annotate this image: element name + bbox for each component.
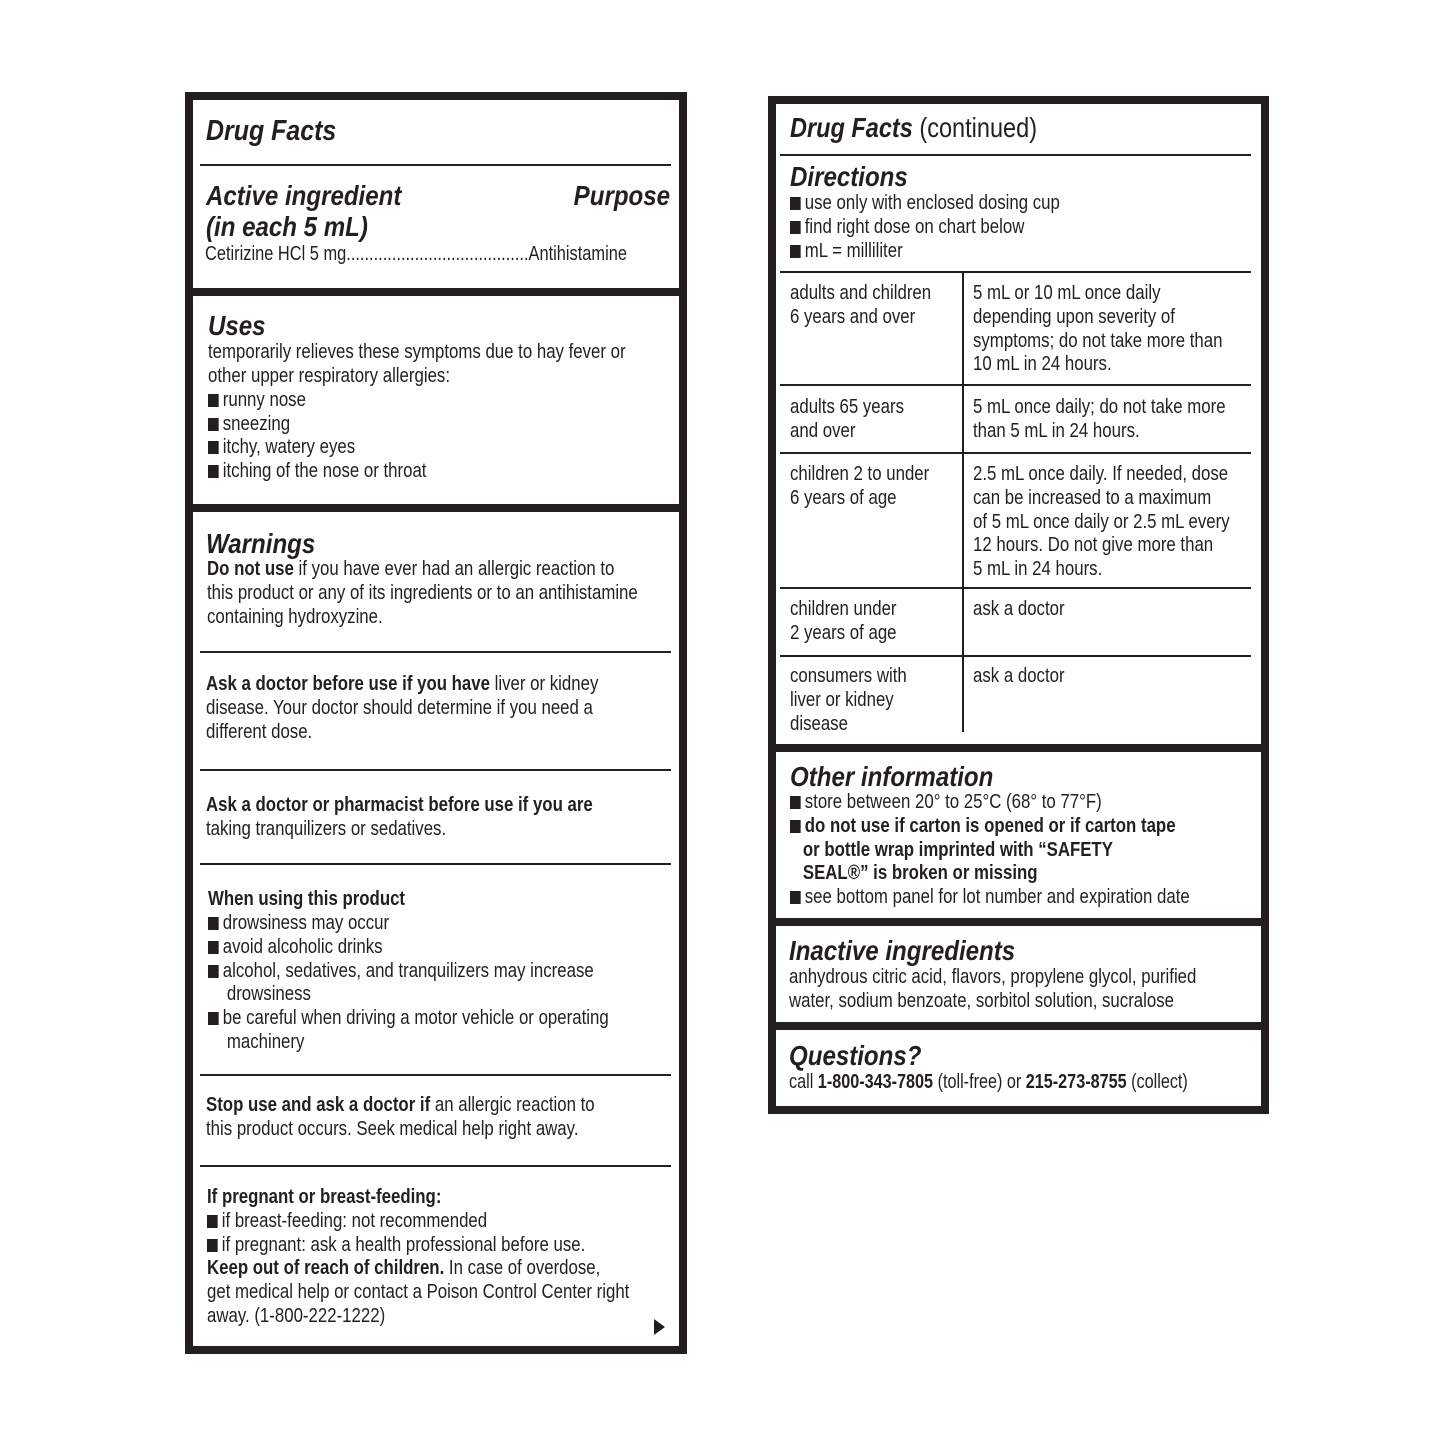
item-text: see bottom panel for lot number and expiration date [804,885,1190,908]
table-rule [780,655,1251,657]
bullet-icon [207,1239,218,1252]
questions-line [789,1070,1188,1094]
when-using-item [208,911,389,935]
inactive-heading: Inactive ingredients [789,935,1016,966]
warnings-heading: Warnings [206,528,316,559]
ask-doctor-label: Ask a doctor before use if you have [206,672,490,695]
dose-cell: than 5 mL in 24 hours. [973,419,1140,442]
item-text: be careful when driving a motor vehicle or operating [222,1006,609,1029]
when-using-item-cont: drowsiness [226,982,311,1005]
when-using-heading: When using this product [208,887,406,910]
section-bar [768,918,1269,926]
pregnant-item [207,1209,487,1233]
dose-cell: depending upon severity of [973,305,1175,328]
bullet-icon [790,796,801,809]
stop-use-line [206,1093,595,1117]
bullet-icon [790,245,801,258]
age-cell: adults and children [790,281,932,304]
bullet-icon [790,820,801,833]
other-info-heading: Other information [790,761,994,792]
do-not-use-text: if you have ever had an allergic reaction to [293,557,615,580]
collect-phone: 215-273-8755 [1025,1070,1127,1093]
keep-out-line: away. (1-800-222-1222) [207,1304,386,1327]
divider [780,154,1251,156]
right-title-main: Drug Facts [790,112,913,143]
when-using-item [208,959,594,983]
divider [200,164,671,166]
bullet-icon [208,418,219,431]
other-info-item-cont: or bottle wrap imprinted with “SAFETY [802,838,1113,861]
bullet-icon [208,965,219,978]
when-using-item-cont: machinery [226,1030,305,1053]
dose-cell: 5 mL once daily; do not take more [973,395,1226,418]
ask-pharmacist-label: Ask a doctor or pharmacist before use if you are [206,793,593,816]
bullet-icon [790,197,801,210]
uses-item [208,435,355,459]
item-text: use only with enclosed dosing cup [804,191,1060,214]
item-text: drowsiness may occur [222,911,390,934]
section-bar [185,288,687,296]
bullet-icon [208,941,219,954]
continue-arrow-icon [654,1319,665,1335]
bullet-icon [790,891,801,904]
table-rule [780,271,1251,273]
right-title [790,113,1037,143]
inactive-text: water, sodium benzoate, sorbitol solution, sucralose [789,989,1174,1012]
bullet-icon [790,221,801,234]
do-not-use-line: this product or any of its ingredients or to an antihistamine [207,581,638,604]
dose-cell: ask a doctor [973,664,1065,687]
bullet-icon [207,1215,218,1228]
other-info-item [790,814,1176,838]
keep-out-line: get medical help or contact a Poison Control Center right [207,1280,630,1303]
age-cell: children under [790,597,897,620]
divider [200,863,671,865]
stop-use-line: this product occurs. Seek medical help right away. [206,1117,579,1140]
ask-doctor-text: liver or kidney [489,672,599,695]
directions-item [790,215,1024,239]
ask-pharmacist-text: taking tranquilizers or sedatives. [206,817,447,840]
pregnant-heading: If pregnant or breast-feeding: [207,1185,442,1208]
active-ingredient-subheading [206,212,368,242]
dose-cell: 10 mL in 24 hours. [973,352,1112,375]
uses-item [208,388,306,412]
dose-cell: symptoms; do not take more than [973,329,1223,352]
item-text: if breast-feeding: not recommended [221,1209,488,1232]
bullet-icon [208,441,219,454]
uses-intro: other upper respiratory allergies: [208,364,451,387]
when-using-item [208,1006,609,1030]
collect-label: (collect) [1126,1070,1188,1093]
ask-doctor-line [206,672,598,696]
left-title: Drug Facts [206,115,337,147]
divider [200,769,671,771]
directions-heading: Directions [790,161,908,192]
bullet-icon [208,394,219,407]
toll-free-phone: 1-800-343-7805 [817,1070,934,1093]
keep-out-label: Keep out of reach of children. [207,1256,445,1279]
section-bar [768,744,1269,752]
dose-cell: 12 hours. Do not give more than [973,533,1214,556]
divider [200,651,671,653]
other-info-item [790,885,1190,909]
stop-use-label: Stop use and ask a doctor if [206,1093,431,1116]
dose-cell: 2.5 mL once daily. If needed, dose [973,462,1229,485]
ingredient-purpose: Antihistamine [528,242,627,265]
do-not-use-line: containing hydroxyzine. [207,605,383,628]
ingredient-name: Cetirizine HCl 5 mg [205,242,347,265]
dose-cell: can be increased to a maximum [973,486,1212,509]
item-text: alcohol, sedatives, and tranquilizers may increase [222,959,594,982]
uses-item-text: itching of the nose or throat [222,459,427,482]
uses-item [208,459,426,483]
uses-item-text: runny nose [222,388,306,411]
dose-cell: ask a doctor [973,597,1065,620]
divider [200,1074,671,1076]
bullet-icon [208,1012,219,1025]
other-info-item-cont: SEAL®” is broken or missing [802,861,1038,884]
call-text: call [789,1070,818,1093]
dose-cell: 5 mL or 10 mL once daily [973,281,1161,304]
age-cell: 2 years of age [790,621,897,644]
item-text: store between 20° to 25°C (68° to 77°F) [804,790,1102,813]
table-rule [780,384,1251,386]
item-text: avoid alcoholic drinks [222,935,383,958]
uses-item [208,412,290,436]
ask-doctor-line: disease. Your doctor should determine if you need a [206,696,593,719]
item-text: mL = milliliter [804,239,903,262]
age-cell: 6 years of age [790,486,897,509]
age-cell: adults 65 years [790,395,905,418]
section-bar [185,504,687,512]
uses-intro: temporarily relieves these symptoms due to hay fever or [208,340,626,363]
item-text: do not use if carton is opened or if carton tape [804,814,1176,837]
age-cell: 6 years and over [790,305,916,328]
pregnant-item [207,1233,585,1257]
when-using-item [208,935,383,959]
table-rule [780,587,1251,589]
item-text: find right dose on chart below [804,215,1025,238]
age-cell: liver or kidney [790,688,894,711]
do-not-use-label: Do not use [207,557,294,580]
directions-item [790,191,1060,215]
age-cell: disease [790,712,848,735]
active-sub: (in each 5 mL) [206,211,368,242]
divider [200,1165,671,1167]
stop-use-text: an allergic reaction to [430,1093,595,1116]
purpose-heading: Purpose [573,180,670,211]
right-title-suffix: (continued) [912,112,1038,143]
keep-out-text: In case of overdose, [444,1256,601,1279]
uses-heading: Uses [208,310,266,341]
questions-heading: Questions? [789,1040,922,1071]
ingredient-row [205,242,627,266]
do-not-use-line [207,557,614,581]
age-cell: consumers with [790,664,907,687]
dose-cell: of 5 mL once daily or 2.5 mL every [973,510,1230,533]
age-cell: children 2 to under [790,462,930,485]
table-column-divider [962,271,964,732]
bullet-icon [208,465,219,478]
other-info-item [790,790,1102,814]
inactive-text: anhydrous citric acid, flavors, propylene glycol, purified [789,965,1197,988]
item-text: if pregnant: ask a health professional before use. [221,1233,586,1256]
bullet-icon [208,917,219,930]
age-cell: and over [790,419,856,442]
active-ingredient-heading: Active ingredient [206,180,402,211]
section-bar [768,1022,1269,1030]
directions-item [790,239,903,263]
table-rule [780,452,1251,454]
uses-item-text: itchy, watery eyes [222,435,356,458]
uses-item-text: sneezing [222,412,291,435]
ask-doctor-line: different dose. [206,720,313,743]
toll-free-label: (toll-free) or [933,1070,1026,1093]
keep-out-line [207,1256,600,1280]
dose-cell: 5 mL in 24 hours. [973,557,1103,580]
leader-dots: ........................................ [346,242,529,265]
